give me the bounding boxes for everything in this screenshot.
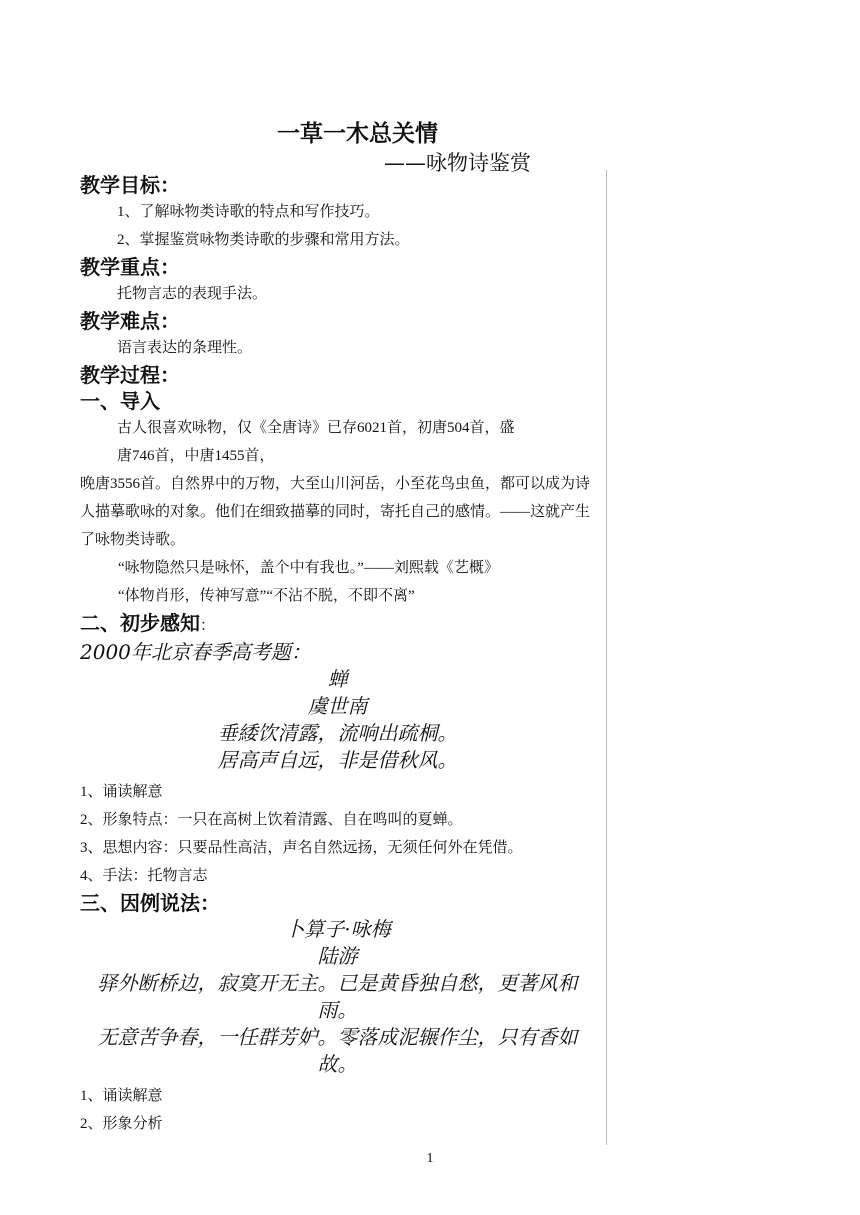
intro-quote: “咏物隐然只是咏怀，盖个中有我也。”——刘熙载《艺概》 (118, 560, 499, 576)
intro-paragraph-line: 唐746首，中唐1455首， (117, 448, 275, 464)
process-heading: 教学过程： (80, 363, 180, 387)
analysis-item: 2、形象特点：一只在高树上饮着清露、自在鸣叫的夏蝉。 (80, 812, 463, 828)
poem-line: 居高声自远，非是借秋风。 (217, 748, 458, 772)
difficulty-text: 语言表达的条理性。 (117, 340, 253, 356)
poem-title: 蝉 (327, 667, 348, 691)
analysis-item: 2、形象分析 (80, 1116, 163, 1132)
poem-author: 陆游 (317, 944, 358, 968)
intro-heading: 一、导入 (80, 389, 160, 413)
poem-line: 驿外断桥边，寂寞开无主。已是黄昏独自愁，更著风和雨。 (97, 971, 578, 1022)
intro-paragraph: 晚唐3556首。自然界中的万物，大至山川河岳，小至花鸟虫鱼，都可以成为诗人描摹歌咏的对象。他们在细致描摹的同时，寄托自己的感情。——这就产生了咏物类诗歌。 (80, 476, 591, 548)
focus-heading: 教学重点： (80, 255, 180, 279)
goal-item: 2、掌握鉴赏咏物类诗歌的步骤和常用方法。 (117, 232, 410, 248)
analysis-item: 1、诵读解意 (80, 784, 163, 800)
margin-line (606, 170, 607, 1145)
page-number: 1 (426, 1151, 434, 1166)
section2-heading (80, 610, 595, 639)
poem-title: 卜算子·咏梅 (284, 917, 391, 941)
intro-paragraph-line: 古人很喜欢咏物，仅《全唐诗》已存6021首，初唐504首，盛 (117, 420, 515, 436)
poem-author: 虞世南 (307, 694, 368, 718)
goal-item: 1、了解咏物类诗歌的特点和写作技巧。 (117, 204, 380, 220)
analysis-item: 1、诵读解意 (80, 1088, 163, 1104)
section3-heading: 三、因例说法： (80, 891, 220, 915)
goals-heading: 教学目标： (80, 173, 180, 197)
intro-quote: “体物肖形，传神写意”“不沾不脱，不即不离” (118, 588, 415, 604)
section2-heading-colon: ： (200, 618, 216, 634)
document-title: 一草一木总关情 (277, 121, 438, 147)
difficulty-heading: 教学难点： (80, 309, 180, 333)
poem-line: 垂緌饮清露，流响出疏桐。 (217, 721, 458, 745)
focus-text: 托物言志的表现手法。 (117, 286, 268, 302)
section2-heading-text: 二、初步感知 (80, 611, 200, 635)
document-body (80, 172, 595, 1138)
analysis-item: 4、手法：托物言志 (80, 868, 208, 884)
exam-source: 2000年北京春季高考题： (80, 640, 311, 664)
document-subtitle: ——咏物诗鉴赏 (384, 151, 531, 175)
poem-line: 无意苦争春，一任群芳妒。零落成泥辗作尘，只有香如故。 (97, 1025, 578, 1076)
analysis-item: 3、思想内容：只要品性高洁，声名自然远扬，无须任何外在凭借。 (80, 840, 523, 856)
